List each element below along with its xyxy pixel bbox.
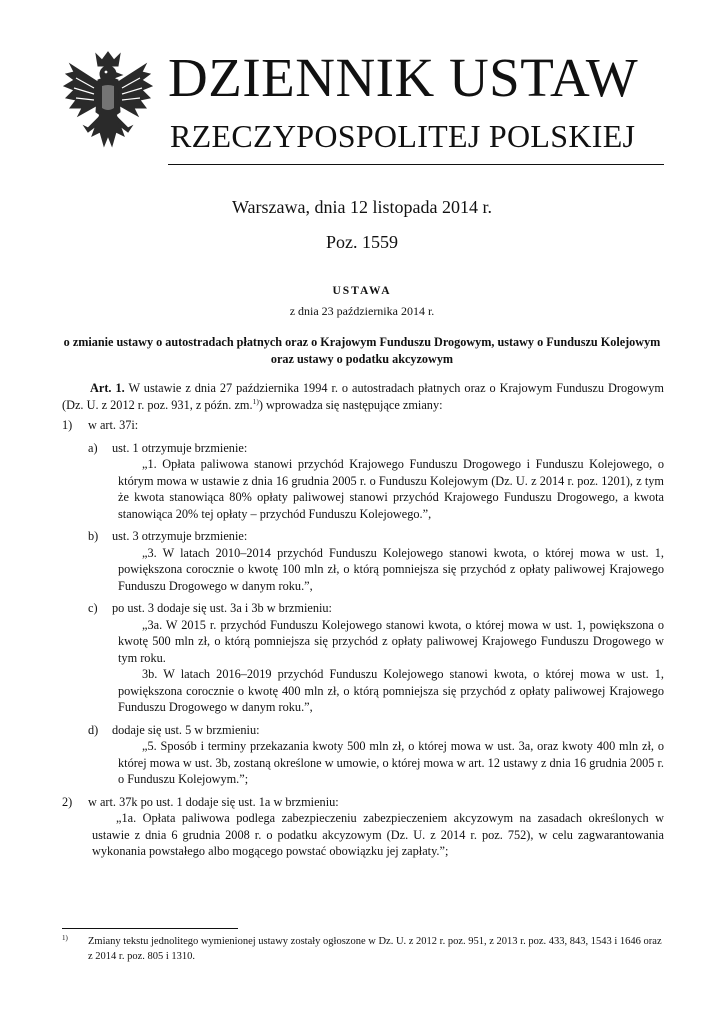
- act-date: z dnia 23 października 2014 r.: [289, 304, 435, 318]
- act-body: [62, 380, 664, 860]
- sub-list-item: [62, 600, 664, 617]
- publication-subtitle: RZECZYPOSPOLITEJ POLSKIEJ: [170, 118, 636, 154]
- footnote-divider: [62, 928, 238, 929]
- quoted-provision: „3. W latach 2010–2014 przychód Funduszu Kolejowego stanowi kwota, o której mowa w ust. 1, powiększona corocznie o kwotę 100 mln zł, o którą pomniejsza się przychód z opłaty paliwowej Krajowego Funduszu Drogowego w danym roku.”,: [118, 545, 664, 593]
- act-subject-line-1: o zmianie ustawy o autostradach płatnych oraz o Krajowym Funduszu Drogowym, ustawy o Funduszu Kolejowym: [63, 335, 661, 349]
- sub-list-marker: a): [88, 440, 98, 455]
- sub-list-item-text: ust. 3 otrzymuje brzmienie:: [112, 529, 248, 543]
- footnote: [62, 934, 664, 964]
- issue-position: Poz. 1559: [326, 232, 398, 252]
- act-subject-line-2: oraz ustawy o podatku akcyzowym: [270, 352, 454, 366]
- sub-list-item-text: po ust. 3 dodaje się ust. 3a i 3b w brzmieniu:: [112, 601, 332, 615]
- sub-list-item-text: dodaje się ust. 5 w brzmieniu:: [112, 722, 260, 737]
- list-item-text: w art. 37i:: [88, 418, 139, 432]
- footnote-text: Zmiany tekstu jednolitego wymienionej ustawy zostały ogłoszone w Dz. U. z 2012 r. poz. 951, z 2013 r. poz. 433, 843, 1543 i 1646 oraz z 2014 r. poz. 805 i 1310.: [88, 936, 662, 962]
- sub-list-marker: b): [88, 529, 99, 543]
- publication-title: DZIENNIK USTAW: [168, 47, 639, 108]
- article-1-text-b: ) wprowadza się następujące zmiany:: [258, 397, 443, 412]
- quoted-provision: „1a. Opłata paliwowa podlega zabezpieczeniu zabezpieczeniem akcyzowym na zasadach określonych w ustawie z dnia 6 grudnia 2008 r. o podatku akcyzowym (Dz. U. z 2014 r. poz. 752), w celu zagwarantowania wykonania powstałego albo mogącego powstać obowiązku jej zapłaty.”;: [92, 811, 664, 858]
- sub-list-item: [62, 528, 664, 545]
- sub-list-item-text: ust. 1 otrzymuje brzmienie:: [112, 440, 248, 455]
- quoted-provision: „3a. W 2015 r. przychód Funduszu Kolejowego stanowi kwota, o której mowa w ust. 1, powiększona o kwotę 500 mln zł, o którą pomniejsza się przychód z opłaty paliwowej Krajowego Funduszu Drogowego w tym roku.: [118, 617, 664, 665]
- quoted-provision: 3b. W latach 2016–2019 przychód Funduszu Kolejowego stanowi kwota, o której mowa w ust. 1, powiększona corocznie o kwotę 400 mln zł, o którą pomniejsza się przychód z opłaty paliwowej Krajowego Funduszu Drogowego w danym roku.”,: [118, 667, 664, 714]
- act-type-heading: USTAWA: [332, 285, 392, 297]
- act-subject: [0, 334, 724, 368]
- masthead-divider: [168, 164, 664, 165]
- footnote-marker: 1): [62, 934, 68, 942]
- list-marker: 2): [62, 794, 73, 809]
- article-1-intro: [62, 380, 664, 413]
- sub-list-marker: c): [88, 601, 98, 615]
- list-item-text: w art. 37k po ust. 1 dodaje się ust. 1a w brzmieniu:: [88, 794, 339, 809]
- article-1-text-a: W ustawie z dnia 27 października 1994 r. o autostradach płatnych oraz o Krajowym Funduszu Drogowym (Dz. U. z 2012 r. poz. 931, z późn. zm.: [62, 381, 664, 412]
- quoted-provision: „5. Sposób i terminy przekazania kwoty 500 mln zł, o której mowa w ust. 3a, oraz kwoty 400 mln zł, o której mowa w ust. 3b, zostaną określone w umowie, o której mowa w art. 12 ustawy z dnia 16 grudnia 2005 r. o Funduszu Kolejowym.”;: [118, 739, 664, 786]
- footnote-ref: 1): [252, 396, 259, 406]
- sub-list-item: [62, 722, 664, 739]
- sub-list-marker: d): [88, 722, 99, 737]
- list-item: [62, 417, 664, 434]
- quoted-provision: „1. Opłata paliwowa stanowi przychód Krajowego Funduszu Drogowego i Funduszu Kolejowego, o którym mowa w ustawie z dnia 16 grudnia 2005 r. o Funduszu Kolejowym (Dz. U. z 2014 r. poz. 1201), z tym że kwota stanowiąca 80% opłaty paliwowej stanowi przychód Krajowego Funduszu Drogowego, a kwota stanowiąca 20% tej opłaty – przychód Funduszu Kolejowego.”,: [118, 457, 664, 521]
- list-item: [62, 794, 664, 811]
- sub-list-item: [62, 440, 664, 457]
- issue-date: Warszawa, dnia 12 listopada 2014 r.: [232, 197, 492, 217]
- article-label: Art. 1.: [90, 381, 125, 395]
- polish-eagle-emblem-icon: [62, 50, 154, 166]
- list-marker: 1): [62, 418, 73, 432]
